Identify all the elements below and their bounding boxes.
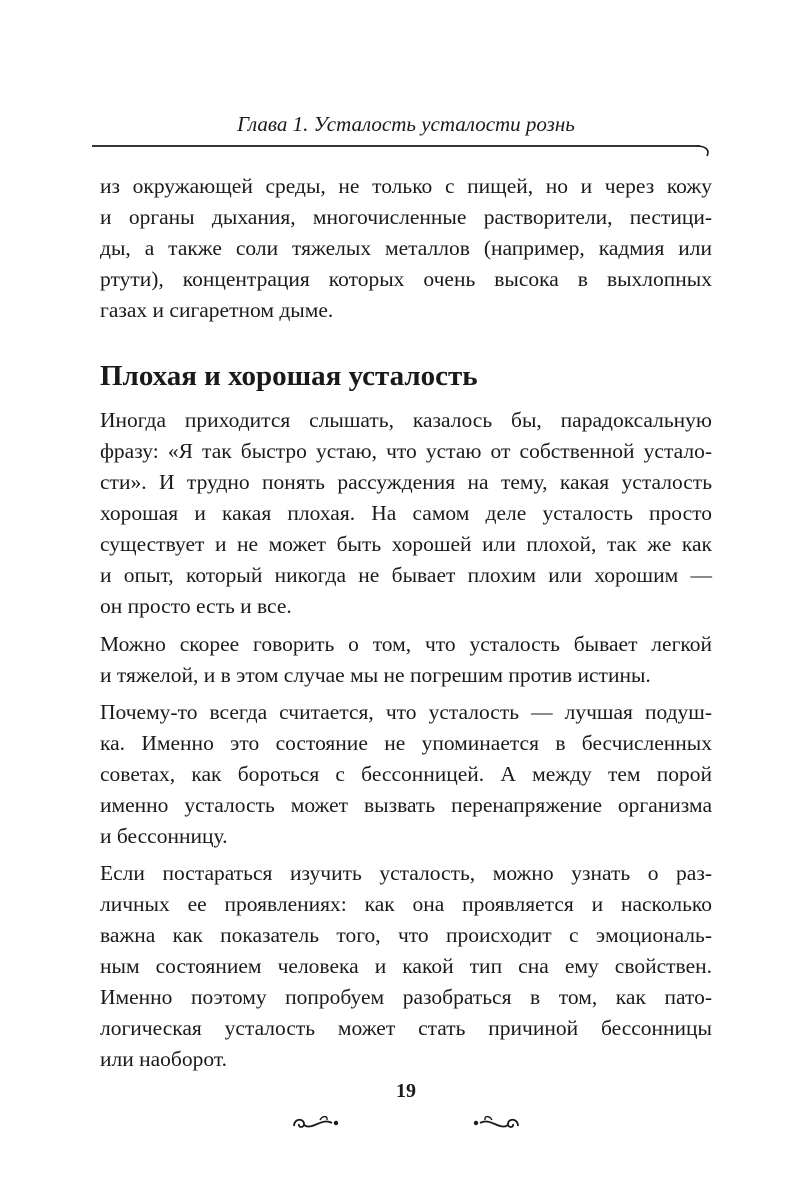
- p2-line-2: и тяжелой, и в этом случае мы не погрешим против истины.: [100, 663, 651, 687]
- p1-line-7: он просто есть и все.: [100, 594, 292, 618]
- p1-line-1: Иногда приходится слышать, казалось бы, парадоксальную: [100, 408, 712, 432]
- p4-line-7: или наоборот.: [100, 1047, 227, 1071]
- page-number: 19: [396, 1080, 416, 1102]
- intro-line-3: ды, а также соли тяжелых металлов (например, кадмия или: [100, 236, 712, 260]
- p2-line-1: Можно скорее говорить о том, что усталость бывает легкой: [100, 632, 712, 656]
- p1-line-3: сти». И трудно понять рассуждения на тему, какая усталость: [100, 470, 712, 494]
- p1-line-6: и опыт, который никогда не бывает плохим или хорошим —: [100, 563, 712, 587]
- p1-line-4: хорошая и какая плохая. На самом деле усталость просто: [100, 501, 712, 525]
- p3-line-4: именно усталость может вызвать перенапряжение организма: [100, 793, 712, 817]
- p4-line-2: личных ее проявлениях: как она проявляется и насколько: [100, 892, 712, 916]
- intro-line-2: и органы дыхания, многочисленные растворители, пестици-: [100, 205, 712, 229]
- p1-line-2: фразу: «Я так быстро устаю, что устаю от собственной устало-: [100, 439, 712, 463]
- p4-line-1: Если постараться изучить усталость, можно узнать о раз-: [100, 861, 712, 885]
- p1-line-5: существует и не может быть хорошей или плохой, так же как: [100, 532, 712, 556]
- p4-line-6: логическая усталость может стать причиной бессонницы: [100, 1016, 712, 1040]
- header-rule: [92, 138, 714, 160]
- p3-line-5: и бессонницу.: [100, 824, 228, 848]
- p4-line-3: важна как показатель того, что происходит с эмоциональ-: [100, 923, 712, 947]
- intro-line-5: газах и сигаретном дыме.: [100, 298, 334, 322]
- intro-line-1: из окружающей среды, не только с пищей, но и через кожу: [100, 174, 712, 198]
- p3-line-2: ка. Именно это состояние не упоминается в бесчисленных: [100, 731, 712, 755]
- p4-line-5: Именно поэтому попробуем разобраться в том, как пато-: [100, 985, 712, 1009]
- running-header-title: Глава 1. Усталость усталости рознь: [237, 112, 575, 136]
- section-heading: Плохая и хорошая усталость: [100, 360, 478, 392]
- flourish-ornament-left-icon: [290, 1112, 342, 1134]
- intro-line-4: ртути), концентрация которых очень высока в выхлопных: [100, 267, 712, 291]
- p4-line-4: ным состоянием человека и какой тип сна ему свойствен.: [100, 954, 712, 978]
- flourish-ornament-right-icon: [470, 1112, 522, 1134]
- p3-line-1: Почему-то всегда считается, что усталость — лучшая подуш-: [100, 700, 712, 724]
- p3-line-3: советах, как бороться с бессонницей. А между тем порой: [100, 762, 712, 786]
